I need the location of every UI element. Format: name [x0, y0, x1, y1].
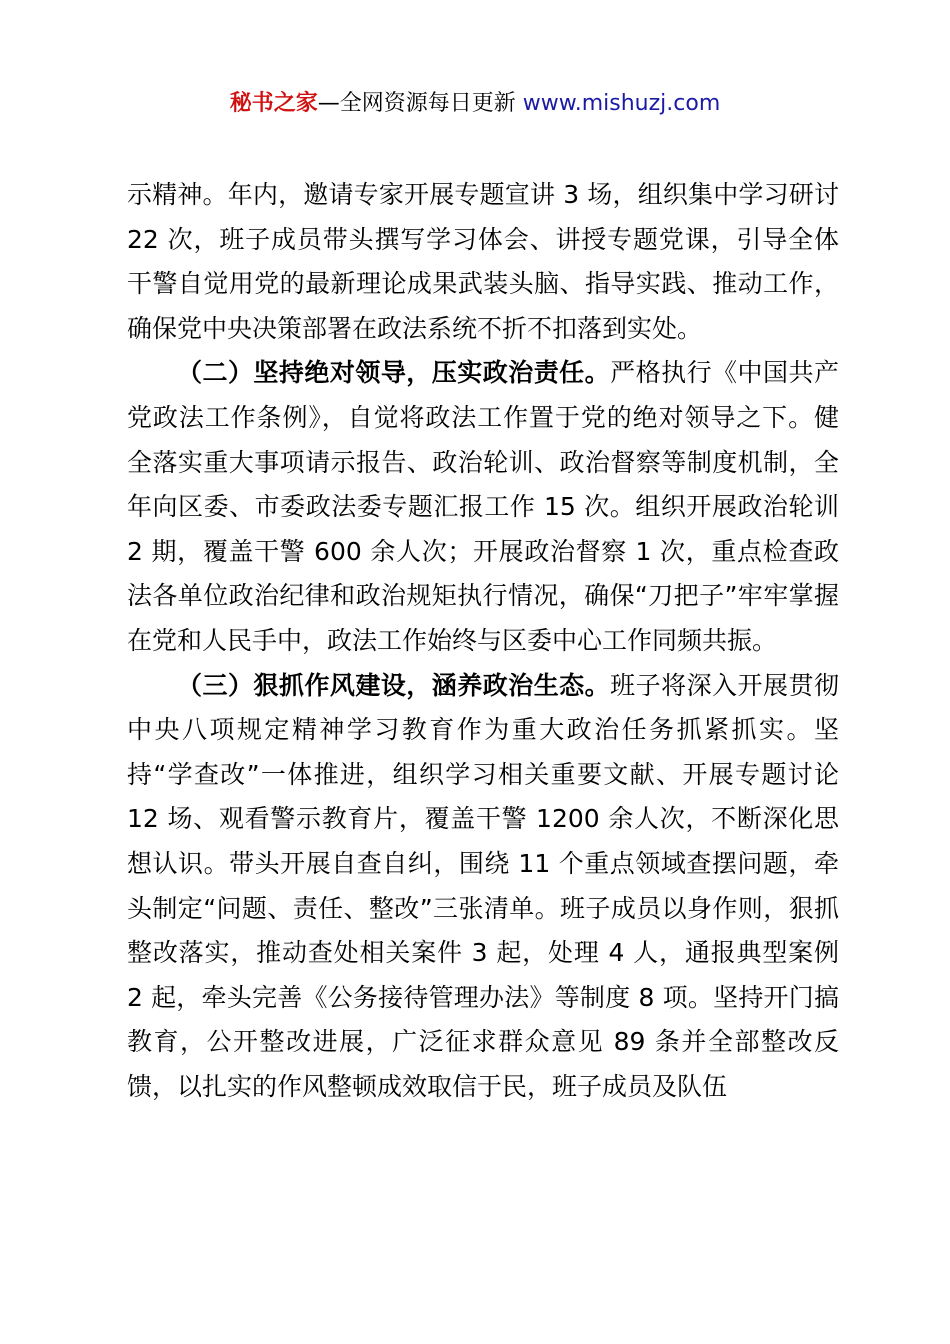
- paragraph-2: [127, 351, 839, 663]
- page-header: [0, 88, 950, 120]
- header-url[interactable]: www.mishuzj.com: [522, 91, 721, 116]
- paragraph-2-text: 严格执行《中国共产党政法工作条例》，自觉将政法工作置于党的绝对领导之下。健全落实重大事项请示报告、政治轮训、政治督察等制度机制，全年向区委、市委政法委专题汇报工作 15 次。组织开展政治轮训 2 期，覆盖干警 600 余人次；开展政治督察 1 次，重点检查政法各单位政治纪律和政治规矩执行情况，确保“刀把子”牢牢掌握在党和人民手中，政法工作始终与区委中心工作同频共振。: [127, 358, 839, 655]
- paragraph-2-heading: （二）坚持绝对领导，压实政治责任。: [177, 358, 611, 388]
- paragraph-1: [127, 173, 839, 351]
- paragraph-3-text: 班子将深入开展贯彻中央八项规定精神学习教育作为重大政治任务抓紧抓实。坚持“学查改”一体推进，组织学习相关重要文献、开展专题讨论 12 场、观看警示教育片，覆盖干警 1200 余人次，不断深化思想认识。带头开展自查自纠，围绕 11 个重点领域查摆问题，牵头制定“问题、责任、整改”三张清单。班子成员以身作则，狠抓整改落实，推动查处相关案件 3 起，处理 4 人，通报典型案例 2 起，牵头完善《公务接待管理办法》等制度 8 项。坚持开门搞教育，公开整改进展，广泛征求群众意见 89 条并全部整改反馈，以扎实的作风整顿成效取信于民，班子成员及队伍: [127, 670, 839, 1101]
- header-tagline: —全网资源每日更新: [317, 91, 516, 116]
- paragraph-3-heading: （三）狠抓作风建设，涵养政治生态。: [177, 670, 611, 700]
- brand-name: 秘书之家: [229, 91, 318, 116]
- document-body: [127, 173, 839, 1109]
- paragraph-3: [127, 664, 839, 1110]
- paragraph-1-text: 示精神。年内，邀请专家开展专题宣讲 3 场，组织集中学习研讨 22 次，班子成员带头撰写学习体会、讲授专题党课，引导全体干警自觉用党的最新理论成果武装头脑、指导实践、推动工作，确保党中央决策部署在政法系统不折不扣落到实处。: [127, 180, 839, 343]
